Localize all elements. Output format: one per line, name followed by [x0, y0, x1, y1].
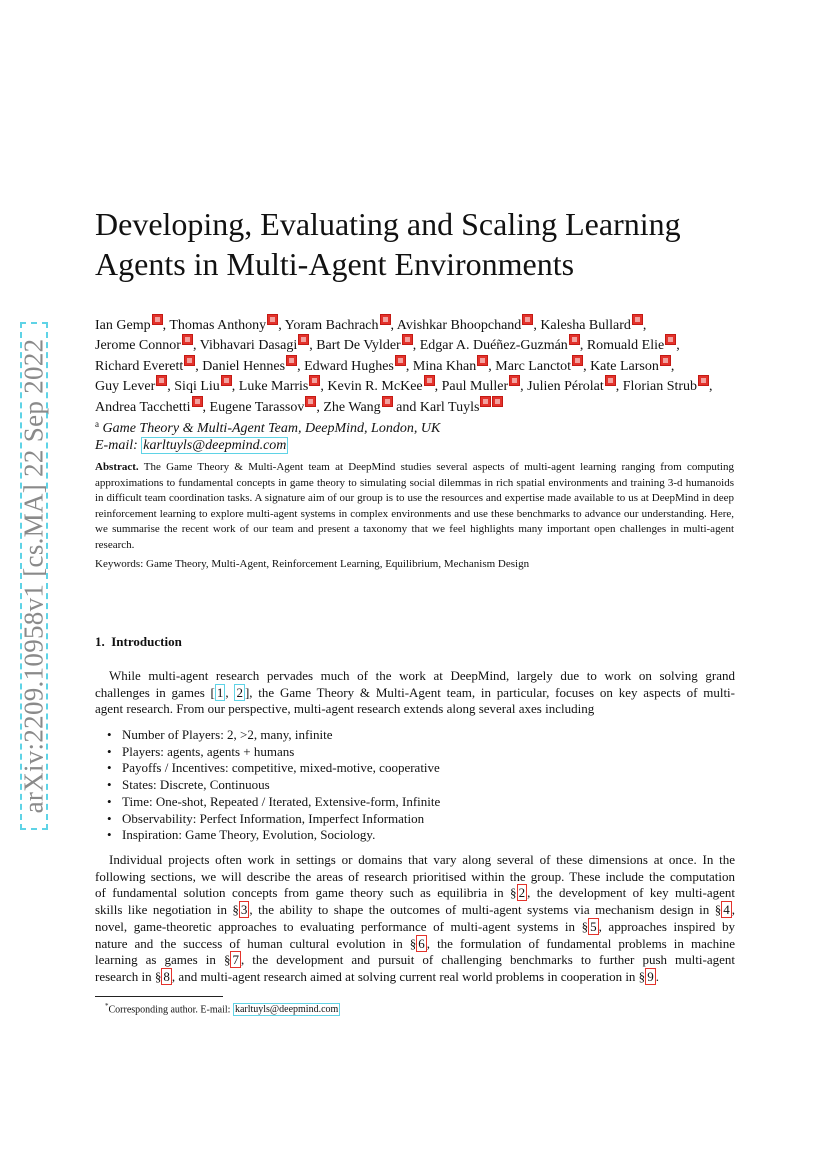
- author-name: Florian Strub: [622, 379, 698, 395]
- section-number: 1.: [95, 634, 105, 649]
- text-line: While multi-agent research pervades much of the work at DeepMind, largely due to work on solving grand: [109, 668, 735, 683]
- abstract-text: use these benchmarks to advance our understanding. Here, we summarise the recent work of our team and present a taxonomy: [95, 507, 734, 536]
- author-name: Mina Khan: [412, 358, 477, 374]
- list-item: • Number of Players: 2, >2, many, infinite: [107, 727, 440, 744]
- author-name: Julien Pérolat: [527, 379, 604, 395]
- email-link[interactable]: karltuyls@deepmind.com: [143, 438, 287, 454]
- orcid-icon[interactable]: [305, 396, 316, 407]
- section-link[interactable]: 6: [418, 935, 425, 951]
- abstract-text: The Game Theory & Multi-Agent team at DeepMind studies several aspects of multi-agent learning ranging from: [143, 461, 682, 473]
- list-item: • States: Discrete, Continuous: [107, 777, 440, 794]
- orcid-icon[interactable]: [380, 314, 391, 325]
- abstract-text: computing approximations to fundamental concepts in game theory to simulating social dilemmas in rich spatial environments: [95, 461, 734, 489]
- author-name: Andrea Tacchetti: [95, 399, 191, 415]
- orcid-icon[interactable]: [480, 396, 491, 407]
- orcid-icon[interactable]: [395, 355, 406, 366]
- text-span: ,: [731, 902, 735, 918]
- section-title: Introduction: [111, 634, 182, 649]
- author-name: Eugene Tarassov: [209, 399, 305, 415]
- author-name: Avishkar Bhoopchand: [396, 318, 522, 333]
- section-link[interactable]: 4: [723, 902, 730, 918]
- text-span: , approaches inspired by: [598, 918, 735, 934]
- text-span: nature and the success of human cultural evolution in §: [95, 935, 417, 951]
- text-span: challenges in games [: [95, 684, 215, 700]
- text-line: [95, 885, 735, 902]
- author-name: Paul Muller: [441, 379, 509, 395]
- author-name: Kevin R. McKee: [327, 379, 423, 395]
- orcid-icon[interactable]: [424, 375, 435, 386]
- text-span: ,: [225, 684, 235, 700]
- section-heading: [95, 634, 182, 650]
- orcid-icon[interactable]: [660, 355, 671, 366]
- author-name: Thomas Anthony: [169, 318, 267, 333]
- text-line: agent research. From our perspective, multi-agent research extends along several axes including: [95, 701, 595, 717]
- text-span: , the development of key multi-agent: [527, 885, 735, 901]
- section-link[interactable]: 7: [232, 952, 239, 968]
- footnote-text: Corresponding author. E-mail:: [108, 1004, 233, 1016]
- text-span: , and multi-agent research aimed at solving current real world problems in cooperation in §: [171, 968, 646, 984]
- text-line: following sections, we will describe the areas of research prioritised within the group. These include the computation: [95, 868, 735, 884]
- text-line: [95, 919, 735, 936]
- abstract: [95, 460, 734, 554]
- orcid-icon[interactable]: [309, 375, 320, 386]
- text-line: [95, 936, 735, 953]
- text-span: , the formulation of fundamental problems in machine: [426, 935, 735, 951]
- orcid-icon[interactable]: [477, 355, 488, 366]
- text-span: learning as games in §: [95, 952, 231, 968]
- orcid-icon[interactable]: [182, 334, 193, 345]
- orcid-icon[interactable]: [286, 355, 297, 366]
- section-link[interactable]: 5: [590, 918, 597, 934]
- text-span: of fundamental solution concepts from game theory such as equilibria in §: [95, 885, 517, 901]
- orcid-icon[interactable]: [665, 334, 676, 345]
- author-name: Bart De Vylder: [316, 338, 401, 354]
- title-line-2: Agents in Multi-Agent Environments: [95, 246, 575, 282]
- author-line: Richard Everett , Daniel Hennes , Edward Hughes , Mina Khan , Marc Lanctot , Kate Larson ,: [95, 355, 745, 375]
- orcid-icon[interactable]: [152, 314, 163, 325]
- text-line: Individual projects often work in settings or domains that vary along several of these dimensions at once. In the: [109, 852, 735, 867]
- footnote: [105, 1002, 340, 1015]
- orcid-icon[interactable]: [522, 314, 533, 325]
- author-name: Karl Tuyls: [419, 399, 480, 415]
- author-line: Jerome Connor , Vibhavari Dasagi , Bart De Vylder , Edgar A. Duéñez-Guzmán , Romuald Elie ,: [95, 334, 745, 354]
- list-item: • Inspiration: Game Theory, Evolution, Sociology.: [107, 827, 440, 844]
- footnote-mark-icon[interactable]: [492, 396, 503, 407]
- author-name: Siqi Liu: [174, 379, 220, 395]
- orcid-icon[interactable]: [298, 334, 309, 345]
- author-name: Guy Lever: [95, 379, 156, 395]
- author-line: Guy Lever , Siqi Liu , Luke Marris , Kevin R. McKee , Paul Muller , Julien Pérolat , Florian Strub ,: [95, 375, 745, 395]
- orcid-icon[interactable]: [402, 334, 413, 345]
- footnote-marker: *: [105, 1002, 109, 1010]
- author-name: Marc Lanctot: [495, 358, 572, 374]
- overview-paragraph: [95, 852, 735, 986]
- orcid-icon[interactable]: [698, 375, 709, 386]
- text-span: .: [655, 968, 659, 984]
- abstract-text: and training 3-d humanoids in difficult team coordination tasks. A signature aim of our group is to use the resources and expertise: [95, 476, 734, 505]
- author-name: Daniel Hennes: [202, 358, 286, 374]
- axes-list: [107, 727, 440, 844]
- author-name: Edward Hughes: [304, 358, 394, 374]
- intro-paragraph: [95, 668, 735, 718]
- section-link[interactable]: 3: [240, 902, 248, 918]
- orcid-icon[interactable]: [569, 334, 580, 345]
- orcid-icon[interactable]: [156, 375, 167, 386]
- author-name: Kate Larson: [590, 358, 659, 374]
- text-span: , the development and pursuit of challenging benchmarks to further push multi-agent: [240, 952, 735, 968]
- text-line: [95, 952, 735, 969]
- text-span: ], the Game Theory & Multi-Agent team, in particular, focuses on key aspects of multi-: [244, 684, 735, 700]
- author-name: Zhe Wang: [323, 399, 381, 415]
- author-name: Edgar A. Duéñez-Guzmán: [419, 338, 568, 354]
- orcid-icon[interactable]: [267, 314, 278, 325]
- author-name: Romuald Elie: [586, 338, 665, 354]
- orcid-icon[interactable]: [605, 375, 616, 386]
- list-item: • Payoffs / Incentives: competitive, mixed-motive, cooperative: [107, 760, 440, 777]
- orcid-icon[interactable]: [382, 396, 393, 407]
- text-span: research in §: [95, 968, 162, 984]
- author-name: Ian Gemp: [95, 318, 151, 333]
- paper-title: [95, 204, 755, 284]
- list-item: • Players: agents, agents + humans: [107, 744, 440, 761]
- affiliation: [95, 416, 745, 437]
- author-name: Luke Marris: [238, 379, 309, 395]
- orcid-icon[interactable]: [632, 314, 643, 325]
- author-name: Yoram Bachrach: [284, 318, 379, 333]
- orcid-icon[interactable]: [192, 396, 203, 407]
- section-link[interactable]: 9: [647, 968, 654, 984]
- orcid-icon[interactable]: [221, 375, 232, 386]
- section-link[interactable]: 2: [518, 885, 526, 901]
- text-span: novel, game-theoretic approaches to evaluating performance of multi-agent systems in §: [95, 918, 589, 934]
- author-list: [95, 314, 745, 455]
- author-name: Kalesha Bullard: [540, 318, 631, 333]
- and-word: and: [396, 399, 417, 415]
- affiliation-text: Game Theory & Multi-Agent Team, DeepMind, London, UK: [102, 421, 441, 437]
- orcid-icon[interactable]: [509, 375, 520, 386]
- keywords: Keywords: Game Theory, Multi-Agent, Reinforcement Learning, Equilibrium, Mechanism Design: [95, 558, 530, 570]
- text-span: , the ability to shape the outcomes of multi-agent systems via mechanism design in §: [249, 902, 722, 918]
- author-line: Ian Gemp , Thomas Anthony , Yoram Bachrach , Avishkar Bhoopchand , Kalesha Bullard ,: [95, 314, 745, 334]
- abstract-label: Abstract.: [95, 461, 139, 473]
- affiliation-marker: a: [95, 419, 99, 430]
- author-line: Andrea Tacchetti , Eugene Tarassov , Zhe Wang and Karl Tuyls: [95, 396, 745, 416]
- arxiv-stamp: arXiv:2209.10958v1 [cs.MA] 22 Sep 2022: [18, 338, 49, 814]
- email-line: [95, 437, 745, 454]
- footnote-rule: [95, 996, 223, 997]
- text-line: [95, 969, 735, 986]
- list-item: • Observability: Perfect Information, Imperfect Information: [107, 811, 440, 828]
- abstract-text: that we feel highlights many important open challenges in multi-agent research.: [95, 523, 735, 551]
- citation-link[interactable]: 2: [236, 684, 243, 700]
- text-span: skills like negotiation in §: [95, 902, 239, 918]
- title-line-1: Developing, Evaluating and Scaling Learning: [95, 206, 681, 242]
- orcid-icon[interactable]: [184, 355, 195, 366]
- orcid-icon[interactable]: [572, 355, 583, 366]
- citation-link[interactable]: 1: [216, 684, 224, 700]
- text-line: [95, 902, 735, 919]
- email-label: E-mail:: [95, 438, 138, 454]
- list-item: • Time: One-shot, Repeated / Iterated, Extensive-form, Infinite: [107, 794, 440, 811]
- section-link[interactable]: 8: [163, 968, 170, 984]
- author-name: Jerome Connor: [95, 338, 181, 354]
- footnote-email-link[interactable]: karltuyls@deepmind.com: [234, 1004, 339, 1016]
- author-name: Richard Everett: [95, 358, 184, 374]
- text-line: [95, 685, 735, 702]
- abstract-text: made available to us at DeepMind in deep reinforcement learning to explore multi-agent systems in complex environments and: [95, 492, 735, 520]
- author-name: Vibhavari Dasagi: [199, 338, 298, 354]
